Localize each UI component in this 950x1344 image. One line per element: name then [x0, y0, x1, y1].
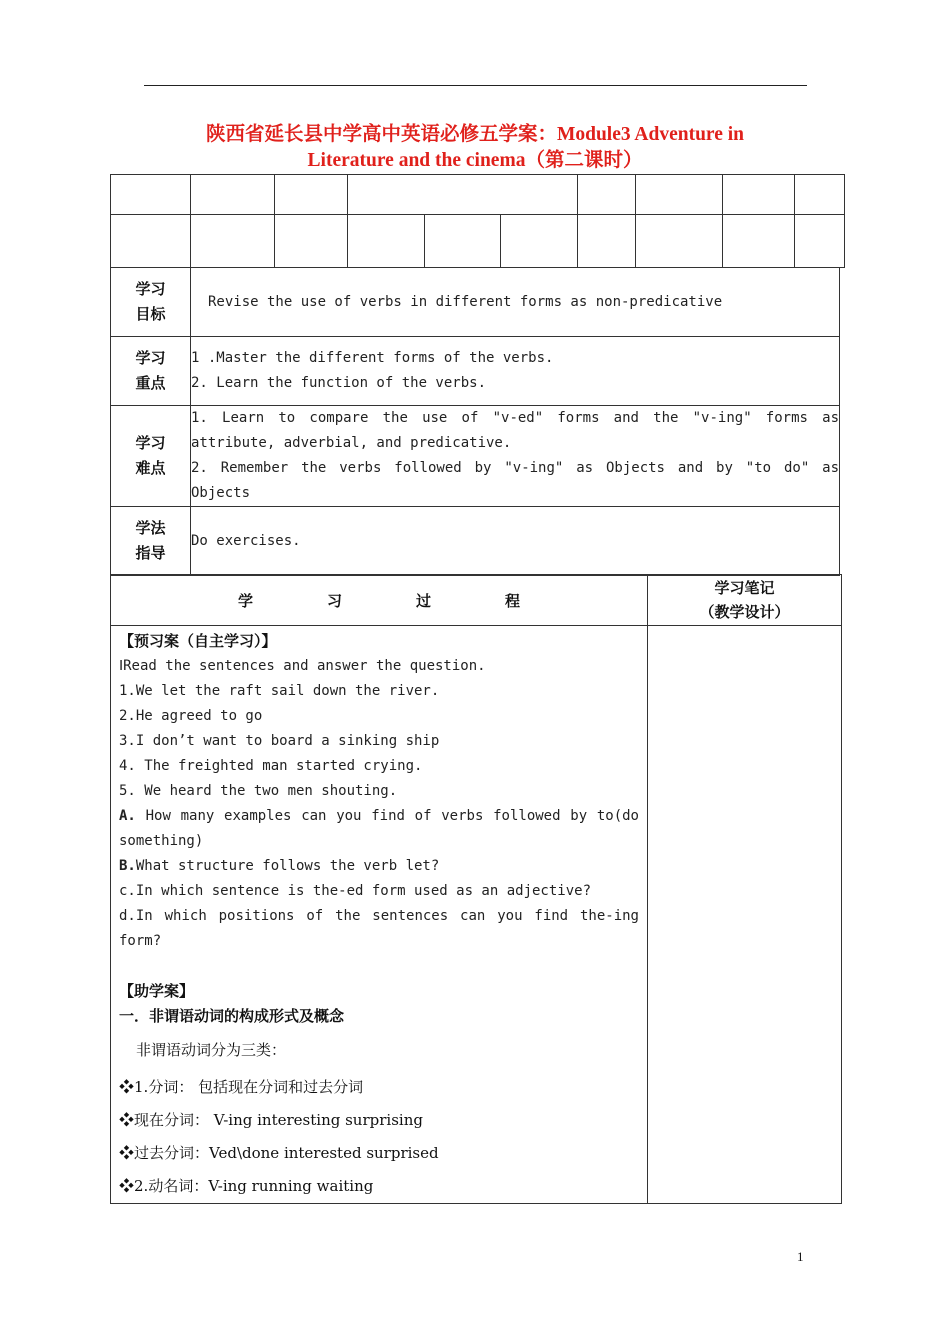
row-label: [111, 337, 191, 406]
grid-cell: [795, 215, 845, 268]
title-line-1: 陕西省延长县中学高中英语必修五学案：Module3 Adventure in: [205, 124, 745, 145]
bullet-text: 过去分词：Ved\done interested surprised: [134, 1144, 439, 1162]
grid-cell: [578, 215, 636, 268]
heading-char: 过: [415, 591, 431, 610]
bullet-text: 现在分词： V-ing interesting surprising: [134, 1111, 423, 1129]
question-text: How many examples can you find of verbs followed by to(do something): [119, 808, 639, 849]
sentence-item: 5. We heard the two men shouting.: [119, 783, 398, 799]
process-heading: [111, 575, 648, 626]
objective-text: Revise the use of verbs in different forms as non-predicative: [191, 268, 840, 337]
grid-cell: [191, 215, 275, 268]
title-line-2: Literature and the cinema（第二课时）: [307, 150, 643, 171]
grid-cell: [348, 175, 578, 215]
help-bullet: [119, 1104, 639, 1137]
row-difficulties: [111, 406, 840, 507]
process-header-row: [111, 575, 842, 626]
question-text: What structure follows the verb let?: [135, 858, 440, 874]
help-intro: 非谓语动词分为三类：: [136, 1041, 287, 1059]
sentence-item: 3.I don’t want to board a sinking ship: [119, 733, 440, 749]
diamond-bullet-icon: ❖: [119, 1177, 135, 1195]
sentence-item: 1.We let the raft sail down the river.: [119, 683, 440, 699]
notes-subtitle: （教学设计）: [699, 603, 790, 621]
help-heading: 一．非谓语动词的构成形式及概念: [119, 1007, 345, 1025]
grid-cell: [795, 175, 845, 215]
preview-title: 【预习案（自主学习）】: [119, 632, 277, 650]
sentence-item: 4. The freighted man started crying.: [119, 758, 423, 774]
process-content: [111, 626, 648, 1204]
row-label: [111, 268, 191, 337]
grid-cell: [636, 175, 723, 215]
diamond-bullet-icon: ❖: [119, 1078, 135, 1096]
difficulties-text: [191, 406, 840, 507]
row-label: [111, 406, 191, 507]
grid-cell: [636, 215, 723, 268]
grid-cell: [111, 215, 191, 268]
heading-char: 学: [237, 591, 253, 610]
question-a: [119, 804, 639, 854]
process-body-row: [111, 626, 842, 1204]
label-line: 学法: [135, 519, 166, 537]
objectives-table: [110, 267, 840, 576]
help-bullet: [119, 1137, 639, 1170]
question-c: c.In which sentence is the-ed form used as an adjective?: [119, 883, 592, 899]
grid-cell: [191, 175, 275, 215]
notes-heading: [648, 575, 842, 626]
grid-cell: [275, 215, 348, 268]
label-line: 学习: [135, 280, 166, 298]
method-text: Do exercises.: [191, 507, 840, 576]
grid-cell: [723, 215, 795, 268]
label-line: 重点: [135, 374, 166, 392]
label-line: 目标: [135, 305, 166, 323]
text-line: 1 .Master the different forms of the verbs.: [191, 350, 554, 366]
label-line: 难点: [135, 459, 166, 477]
help-bullet: [119, 1071, 639, 1104]
question-b: [119, 854, 639, 879]
grid-cell: [424, 215, 501, 268]
label-line: 学习: [135, 349, 166, 367]
notes-title: 学习笔记: [714, 579, 775, 597]
key-points-text: [191, 337, 840, 406]
grid-cell: [578, 175, 636, 215]
row-label: [111, 507, 191, 576]
bullet-text: 1.分词： 包括现在分词和过去分词: [134, 1078, 364, 1096]
text-line: 1. Learn to compare the use of "v-ed" forms and the "v-ing" forms as attribute, adverbial, and predicative.: [191, 410, 839, 451]
help-bullet: [119, 1170, 639, 1203]
header-rule: [144, 85, 807, 86]
heading-char: 习: [326, 591, 342, 610]
question-prefix: B.: [119, 858, 136, 874]
grid-cell: [348, 215, 425, 268]
diamond-bullet-icon: ❖: [119, 1144, 135, 1162]
process-table: [110, 574, 842, 1204]
question-prefix: A.: [119, 808, 136, 824]
grid-cell: [275, 175, 348, 215]
label-line: 学习: [135, 434, 166, 452]
page-number: 1: [797, 1249, 804, 1264]
text-line: 2. Learn the function of the verbs.: [191, 375, 487, 391]
label-line: 指导: [135, 544, 166, 562]
grid-cell: [111, 175, 191, 215]
bullet-text: 2.动名词：V-ing running waiting: [134, 1177, 374, 1195]
spacer: [119, 954, 639, 979]
grid-cell: [723, 175, 795, 215]
text-line: 2. Remember the verbs followed by "v-ing" as Objects and by "to do" as Objects: [191, 460, 839, 501]
notes-column: [648, 626, 842, 1204]
heading-char: 程: [504, 591, 520, 610]
grid-cell: [501, 215, 578, 268]
header-grid: [110, 174, 845, 268]
diamond-bullet-icon: ❖: [119, 1111, 135, 1129]
help-title: 【助学案】: [119, 982, 195, 1000]
row-objective: [111, 268, 840, 337]
preview-intro: ⅠRead the sentences and answer the question.: [119, 658, 486, 674]
question-d: d.In which positions of the sentences can you find the-ing form?: [119, 908, 639, 949]
sentence-item: 2.He agreed to go: [119, 708, 263, 724]
row-method: [111, 507, 840, 576]
document-title: [110, 122, 840, 174]
row-key-points: [111, 337, 840, 406]
